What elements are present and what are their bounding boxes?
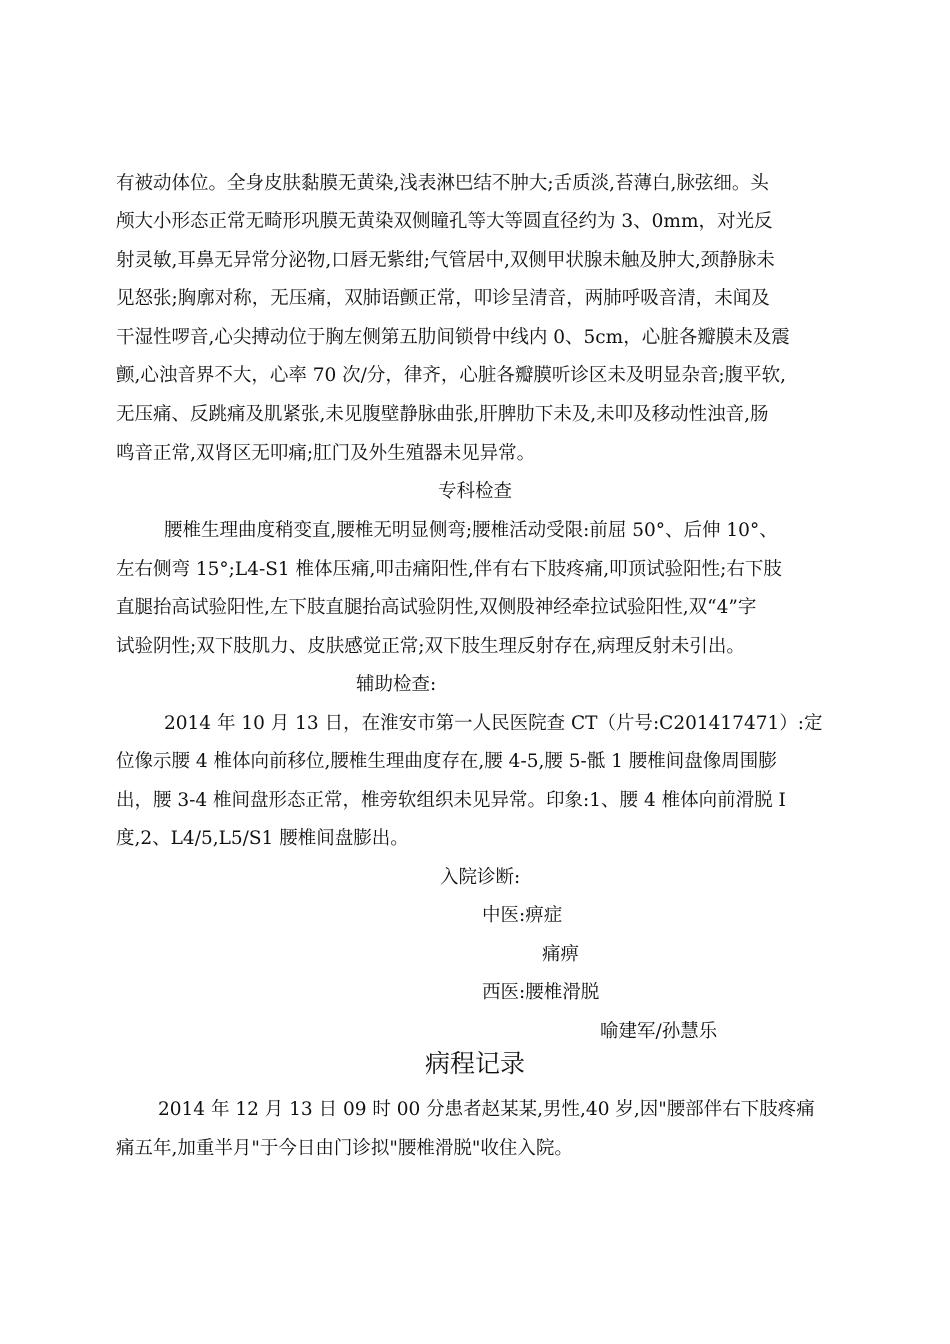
- progress-record-line-2: 痛五年,加重半月"于今日由门诊拟"腰椎滑脱"收住入院。: [116, 1138, 573, 1159]
- specialty-exam-line-1: 腰椎生理曲度稍变直,腰椎无明显侧弯;腰椎活动受限:前屈 50°、后伸 10°、: [164, 520, 778, 541]
- physical-exam-line-5: 干湿性啰音,心尖搏动位于胸左侧第五肋间锁骨中线内 0、5cm，心脏各瓣膜未及震: [116, 327, 790, 348]
- specialty-exam-line-4: 试验阴性;双下肢肌力、皮肤感觉正常;双下肢生理反射存在,病理反射未引出。: [116, 636, 745, 657]
- physical-exam-line-8: 鸣音正常,双肾区无叩痛;肛门及外生殖器未见异常。: [116, 443, 536, 464]
- physical-exam-line-2: 颅大小形态正常无畸形巩膜无黄染双侧瞳孔等大等圆直径约为 3、0mm，对光反: [116, 211, 773, 232]
- physical-exam-line-6: 颤,心浊音界不大，心率 70 次/分，律齐，心脏各瓣膜听诊区未及明显杂音;腹平软,: [116, 365, 787, 386]
- tcm-diagnosis-second: 痛痹: [542, 944, 580, 965]
- auxiliary-exam-line-2: 位像示腰 4 椎体向前移位,腰椎生理曲度存在,腰 4-5,腰 5-骶 1 腰椎间盘像周围膨: [116, 751, 777, 772]
- doctor-signature: 喻建军/孙慧乐: [600, 1021, 718, 1042]
- auxiliary-exam-line-3: 出，腰 3-4 椎间盘形态正常，椎旁软组织未见异常。印象:1、腰 4 椎体向前滑脱 I: [116, 790, 786, 811]
- physical-exam-line-3: 射灵敏,耳鼻无异常分泌物,口唇无紫绀;气管居中,双侧甲状腺未触及肿大,颈静脉未: [116, 250, 775, 271]
- tcm-diagnosis: 中医:痹症: [482, 905, 563, 926]
- auxiliary-exam-heading: 辅助检查:: [356, 674, 437, 695]
- specialty-exam-line-3: 直腿抬高试验阳性,左下肢直腿抬高试验阴性,双侧股神经牵拉试验阳性,双“4”字: [116, 597, 757, 618]
- diagnosis-heading: 入院诊断:: [440, 867, 521, 888]
- auxiliary-exam-line-1: 2014 年 10 月 13 日，在淮安市第一人民医院查 CT（片号:C201417471）:定: [164, 713, 823, 734]
- specialty-exam-line-2: 左右侧弯 15°;L4-S1 椎体压痛,叩击痛阳性,伴有右下肢疼痛,叩顶试验阳性;右下肢: [116, 559, 782, 580]
- physical-exam-line-1: 有被动体位。全身皮肤黏膜无黄染,浅表淋巴结不肿大;舌质淡,苔薄白,脉弦细。头: [116, 173, 769, 194]
- auxiliary-exam-line-4: 度,2、L4/5,L5/S1 腰椎间盘膨出。: [116, 828, 409, 849]
- progress-record-title: 病程记录: [424, 1049, 525, 1078]
- western-diagnosis: 西医:腰椎滑脱: [482, 982, 600, 1003]
- physical-exam-line-7: 无压痛、反跳痛及肌紧张,未见腹壁静脉曲张,肝脾肋下未及,未叩及移动性浊音,肠: [116, 404, 769, 425]
- specialty-exam-heading: 专科检查: [437, 481, 512, 502]
- physical-exam-line-4: 见怒张;胸廓对称，无压痛，双肺语颤正常，叩诊呈清音，两肺呼吸音清，未闻及: [116, 288, 770, 309]
- progress-record-line-1: 2014 年 12 月 13 日 09 时 00 分患者赵某某,男性,40 岁,因"腰部伴右下肢疼痛: [158, 1099, 815, 1120]
